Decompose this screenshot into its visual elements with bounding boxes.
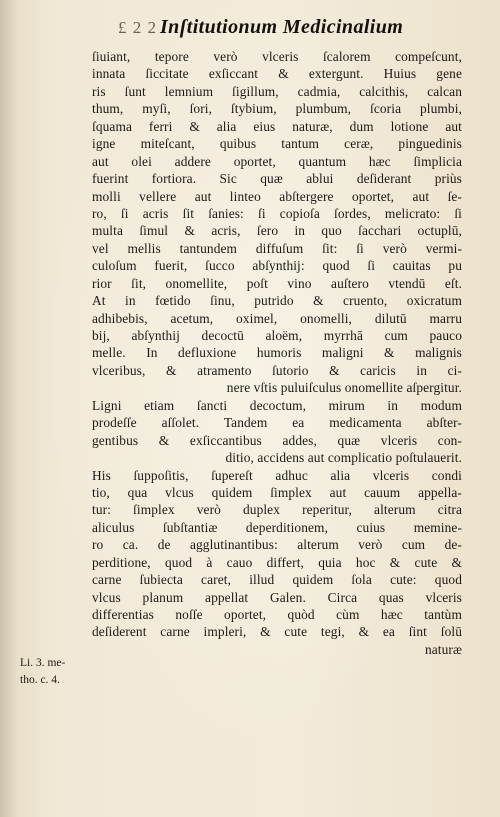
- catchword: naturæ: [424, 641, 462, 657]
- text-line: culoſum fuerit, ſucco abſynthij: quod ſi cauitas pu: [92, 258, 462, 274]
- text-line: ſquama ferri & alia eius naturæ, dum lotione aut: [92, 118, 462, 134]
- text-line: tur: ſimplex verò duplex reperitur, alterum citra: [92, 502, 462, 518]
- text-line: vlceribus, & atramento ſutorio & caricis in ci-: [92, 362, 462, 378]
- text-line: vlcus planum appellat Galen. Circa quas vlceris: [92, 589, 462, 605]
- text-line: nere vſtis puluiſculus onomellite aſpergitur.: [226, 380, 462, 396]
- text-line: prodeſſe aſſolet. Tandem ea medicamenta abſter-: [92, 415, 462, 431]
- text-line: Ligni etiam ſancti decoctum, mirum in modum: [92, 397, 462, 413]
- text-line: His ſuppoſitis, ſupereſt adhuc alia vlceris condi: [92, 467, 462, 483]
- text-line: molli vellere aut linteo abſtergere oportet, aut ſe-: [92, 188, 462, 204]
- text-line: vel mellis tantundem diffuſum ſit: ſi verò vermi-: [92, 240, 462, 256]
- text-line: bij, abſynthij decoctū aloëm, myrrhā cum pauco: [92, 328, 462, 343]
- text-line: perditione, quod à cauo differt, quia hoc & cute &: [92, 554, 462, 570]
- text-line: aut olei addere oportet, quantum hæc ſimplicia: [92, 153, 462, 169]
- text-line: adhibebis, acetum, oximel, onomelli, dilutū marru: [92, 310, 462, 326]
- gutter-shadow: [0, 0, 18, 817]
- marginal-note-line: Li. 3. me-: [20, 657, 66, 669]
- text-line: melle. In defluxione humoris maligni & malignis: [92, 345, 462, 361]
- text-line: ro, ſi acris ſit ſanies: ſi copioſa ſordes, melicrato: ſi: [92, 205, 462, 221]
- text-line: ſiuiant, tepore verò vlceris ſcalorem compeſcunt,: [92, 49, 462, 64]
- text-line: At in fœtido ſinu, putrido & cruento, oxicratum: [92, 293, 462, 309]
- marginal-note-line: tho. c. 4.: [20, 674, 60, 687]
- text-line: gentibus & exſiccantibus addes, quæ vlceris con-: [92, 432, 462, 448]
- text-line: innata ſiccitate exſiccant & extergunt. Huius gene: [92, 66, 462, 82]
- text-line: differentias noſſe oportet, quòd cùm hæc tantùm: [92, 607, 462, 622]
- text-line: multa ſimul & acris, ſero in quo ſacchari octuplū,: [92, 223, 462, 239]
- running-title: Inſtitutionum Medicinalium: [160, 16, 404, 38]
- text-line: ro ca. de agglutinantibus: alterum verò cum de-: [92, 537, 462, 553]
- text-line: ris ſunt lemnium ſigillum, cadmia, calcithis, calcan: [92, 83, 462, 99]
- text-line: igne miteſcant, quibus tantum ceræ, pinguedinis: [92, 136, 462, 152]
- body-text: [92, 48, 462, 658]
- marginal-note: [20, 655, 90, 690]
- page-number: £ 2 2: [118, 18, 157, 37]
- running-head: [0, 18, 500, 48]
- text-line: thum, myſi, ſori, ſtybium, plumbum, ſcoria plumbi,: [92, 101, 462, 117]
- text-line: deſiderent carne impleri, & cute tegi, & ea ſint ſolū: [92, 624, 462, 640]
- text-line: ditio, accidens aut complicatio poſtulauerit.: [225, 450, 462, 466]
- text-line: fuerint fortiora. Sic quæ ablui deſiderant priùs: [92, 171, 462, 187]
- text-line: carne ſubiecta caret, illud quidem ſola cute: quod: [92, 572, 462, 588]
- text-line: tio, qua vlcus quidem ſimplex aut cauum appella-: [92, 484, 462, 500]
- text-line: aliculus ſubſtantiæ deperditionem, cuius memine-: [92, 519, 462, 535]
- text-line: rior ſit, onomellite, poſt vino auſtero vtendū eſt.: [92, 275, 462, 291]
